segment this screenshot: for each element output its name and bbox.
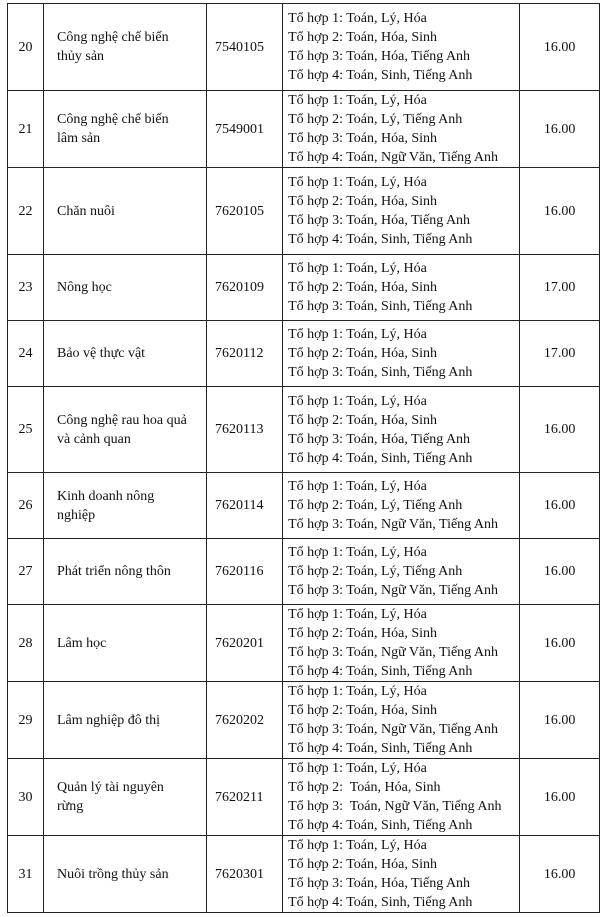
major-name bbox=[43, 682, 206, 759]
table-row bbox=[8, 473, 600, 539]
row-number: 22 bbox=[8, 168, 44, 255]
admission-score: 16.00 bbox=[520, 605, 600, 682]
subject-combination: Tổ hợp 3: Toán, Ngữ Văn, Tiếng Anh bbox=[288, 583, 499, 598]
subject-combination: Tổ hợp 4: Toán, Sinh, Tiếng Anh bbox=[288, 741, 473, 756]
major-code: 7540105 bbox=[206, 4, 282, 91]
major-name bbox=[43, 387, 206, 473]
table-row bbox=[8, 255, 600, 321]
subject-combination: Tổ hợp 1: Toán, Lý, Hóa bbox=[288, 761, 427, 776]
major-code: 7620211 bbox=[206, 759, 282, 836]
subject-combination: Tổ hợp 1: Toán, Lý, Hóa bbox=[288, 838, 427, 853]
subject-combination: Tổ hợp 2: Toán, Hóa, Sinh bbox=[288, 780, 441, 795]
major-name bbox=[43, 255, 206, 321]
row-number: 27 bbox=[8, 539, 44, 605]
major-name-line: Nông học bbox=[56, 280, 112, 295]
subject-combinations bbox=[283, 759, 520, 836]
admission-score: 17.00 bbox=[520, 321, 600, 387]
table-row bbox=[8, 321, 600, 387]
subject-combinations bbox=[283, 168, 520, 255]
subject-combination: Tổ hợp 2: Toán, Hóa, Sinh bbox=[288, 857, 437, 872]
table-row bbox=[8, 4, 600, 91]
major-name-line: lâm sản bbox=[56, 131, 101, 146]
major-name-line: Công nghệ rau hoa quả bbox=[56, 412, 187, 428]
major-name-line: Nuôi trồng thủy sản bbox=[56, 866, 169, 882]
subject-combination: Tổ hợp 3: Toán, Ngữ Văn, Tiếng Anh bbox=[288, 722, 499, 737]
admission-score: 16.00 bbox=[520, 168, 600, 255]
subject-combination: Tổ hợp 3: Toán, Hóa, Tiếng Anh bbox=[288, 213, 471, 228]
subject-combination: Tổ hợp 4: Toán, Sinh, Tiếng Anh bbox=[288, 818, 473, 833]
subject-combination: Tổ hợp 2: Toán, Hóa, Sinh bbox=[288, 346, 437, 361]
subject-combination: Tổ hợp 3: Toán, Sinh, Tiếng Anh bbox=[288, 365, 473, 380]
row-number: 28 bbox=[8, 605, 44, 682]
major-name-line: Công nghệ chế biến bbox=[56, 112, 169, 127]
subject-combination: Tổ hợp 1: Toán, Lý, Hóa bbox=[288, 11, 427, 26]
major-name-line: và cảnh quan bbox=[56, 431, 131, 447]
table-row bbox=[8, 539, 600, 605]
table-row bbox=[8, 605, 600, 682]
major-code: 7620114 bbox=[206, 473, 282, 539]
major-name-line: Lâm nghiệp đô thị bbox=[56, 712, 161, 728]
table-row bbox=[8, 836, 600, 913]
subject-combinations bbox=[283, 836, 520, 913]
subject-combination: Tổ hợp 1: Toán, Lý, Hóa bbox=[288, 175, 427, 190]
subject-combination: Tổ hợp 4: Toán, Sinh, Tiếng Anh bbox=[288, 664, 473, 679]
admission-score: 16.00 bbox=[520, 759, 600, 836]
row-number: 29 bbox=[8, 682, 44, 759]
major-name-line: Lâm học bbox=[56, 635, 107, 651]
subject-combination: Tổ hợp 3: Toán, Hóa, Sinh bbox=[288, 131, 437, 146]
subject-combination: Tổ hợp 3: Toán, Hóa, Tiếng Anh bbox=[288, 876, 471, 891]
subject-combination: Tổ hợp 1: Toán, Lý, Hóa bbox=[288, 393, 427, 409]
subject-combination: Tổ hợp 3: Toán, Sinh, Tiếng Anh bbox=[288, 299, 473, 314]
subject-combination: Tổ hợp 3: Toán, Hóa, Tiếng Anh bbox=[288, 431, 471, 447]
major-name-line: rừng bbox=[56, 799, 84, 814]
subject-combination: Tổ hợp 2: Toán, Hóa, Sinh bbox=[288, 280, 437, 295]
major-name bbox=[43, 539, 206, 605]
subject-combination: Tổ hợp 2: Toán, Lý, Tiếng Anh bbox=[288, 112, 463, 127]
admission-score: 16.00 bbox=[520, 539, 600, 605]
major-name-line: Phát triển nông thôn bbox=[56, 564, 171, 579]
major-code: 7620201 bbox=[206, 605, 282, 682]
subject-combination: Tổ hợp 4: Toán, Ngữ Văn, Tiếng Anh bbox=[288, 150, 499, 165]
major-code: 7620112 bbox=[206, 321, 282, 387]
admission-score: 16.00 bbox=[520, 682, 600, 759]
admission-score: 16.00 bbox=[520, 387, 600, 473]
row-number: 21 bbox=[8, 91, 44, 168]
subject-combination: Tổ hợp 2: Toán, Hóa, Sinh bbox=[288, 194, 437, 209]
subject-combination: Tổ hợp 3: Toán, Ngữ Văn, Tiếng Anh bbox=[288, 645, 499, 660]
major-code: 7620116 bbox=[206, 539, 282, 605]
major-name-line: nghiệp bbox=[56, 507, 96, 523]
major-code: 7620113 bbox=[206, 387, 282, 473]
subject-combinations bbox=[283, 4, 520, 91]
major-name bbox=[43, 759, 206, 836]
table-row bbox=[8, 387, 600, 473]
major-name-line: Kinh doanh nông bbox=[56, 488, 155, 504]
row-number: 30 bbox=[8, 759, 44, 836]
major-name bbox=[43, 168, 206, 255]
subject-combinations bbox=[283, 682, 520, 759]
subject-combinations bbox=[283, 387, 520, 473]
subject-combinations bbox=[283, 473, 520, 539]
major-name bbox=[43, 836, 206, 913]
major-code: 7549001 bbox=[206, 91, 282, 168]
major-code: 7620301 bbox=[206, 836, 282, 913]
subject-combination: Tổ hợp 2: Toán, Hóa, Sinh bbox=[288, 412, 437, 428]
major-name bbox=[43, 605, 206, 682]
subject-combination: Tổ hợp 1: Toán, Lý, Hóa bbox=[288, 607, 427, 622]
major-code: 7620105 bbox=[206, 168, 282, 255]
major-name bbox=[43, 473, 206, 539]
row-number: 25 bbox=[8, 387, 44, 473]
row-number: 24 bbox=[8, 321, 44, 387]
admission-score: 16.00 bbox=[520, 91, 600, 168]
subject-combination: Tổ hợp 4: Toán, Sinh, Tiếng Anh bbox=[288, 68, 473, 83]
major-name-line: Công nghệ chế biến bbox=[56, 30, 169, 45]
major-name-line: Chăn nuôi bbox=[56, 203, 115, 219]
major-code: 7620202 bbox=[206, 682, 282, 759]
major-name bbox=[43, 91, 206, 168]
major-code: 7620109 bbox=[206, 255, 282, 321]
subject-combination: Tổ hợp 1: Toán, Lý, Hóa bbox=[288, 327, 427, 342]
major-name bbox=[43, 4, 206, 91]
subject-combination: Tổ hợp 3: Toán, Ngữ Văn, Tiếng Anh bbox=[288, 517, 499, 532]
row-number: 20 bbox=[8, 4, 44, 91]
subject-combination: Tổ hợp 2: Toán, Lý, Tiếng Anh bbox=[288, 564, 463, 579]
subject-combination: Tổ hợp 1: Toán, Lý, Hóa bbox=[288, 684, 427, 699]
admission-score: 16.00 bbox=[520, 4, 600, 91]
major-name-line: Bảo vệ thực vật bbox=[56, 346, 146, 361]
admission-score: 16.00 bbox=[520, 473, 600, 539]
row-number: 26 bbox=[8, 473, 44, 539]
row-number: 23 bbox=[8, 255, 44, 321]
admission-score-table bbox=[7, 3, 600, 913]
subject-combinations bbox=[283, 255, 520, 321]
admission-score: 16.00 bbox=[520, 836, 600, 913]
subject-combination: Tổ hợp 2: Toán, Lý, Tiếng Anh bbox=[288, 498, 463, 513]
subject-combinations bbox=[283, 91, 520, 168]
subject-combination: Tổ hợp 1: Toán, Lý, Hóa bbox=[288, 479, 427, 494]
subject-combination: Tổ hợp 1: Toán, Lý, Hóa bbox=[288, 545, 427, 560]
major-name-line: thủy sản bbox=[56, 49, 105, 64]
subject-combination: Tổ hợp 2: Toán, Hóa, Sinh bbox=[288, 626, 437, 641]
admission-table-container bbox=[7, 3, 600, 913]
subject-combinations bbox=[283, 321, 520, 387]
table-row bbox=[8, 759, 600, 836]
table-row bbox=[8, 682, 600, 759]
subject-combination: Tổ hợp 1: Toán, Lý, Hóa bbox=[288, 93, 427, 108]
major-name-line: Quản lý tài nguyên bbox=[56, 780, 164, 795]
subject-combination: Tổ hợp 3: Toán, Ngữ Văn, Tiếng Anh bbox=[288, 799, 502, 814]
subject-combination: Tổ hợp 4: Toán, Sinh, Tiếng Anh bbox=[288, 895, 473, 910]
subject-combination: Tổ hợp 2: Toán, Hóa, Sinh bbox=[288, 30, 437, 45]
table-row bbox=[8, 91, 600, 168]
table-body bbox=[8, 4, 600, 913]
subject-combination: Tổ hợp 1: Toán, Lý, Hóa bbox=[288, 261, 427, 276]
subject-combinations bbox=[283, 539, 520, 605]
major-name bbox=[43, 321, 206, 387]
admission-score: 17.00 bbox=[520, 255, 600, 321]
subject-combination: Tổ hợp 3: Toán, Hóa, Tiếng Anh bbox=[288, 49, 471, 64]
subject-combination: Tổ hợp 4: Toán, Sinh, Tiếng Anh bbox=[288, 450, 473, 466]
row-number: 31 bbox=[8, 836, 44, 913]
subject-combination: Tổ hợp 4: Toán, Sinh, Tiếng Anh bbox=[288, 232, 473, 247]
subject-combination: Tổ hợp 2: Toán, Hóa, Sinh bbox=[288, 703, 437, 718]
subject-combinations bbox=[283, 605, 520, 682]
table-row bbox=[8, 168, 600, 255]
